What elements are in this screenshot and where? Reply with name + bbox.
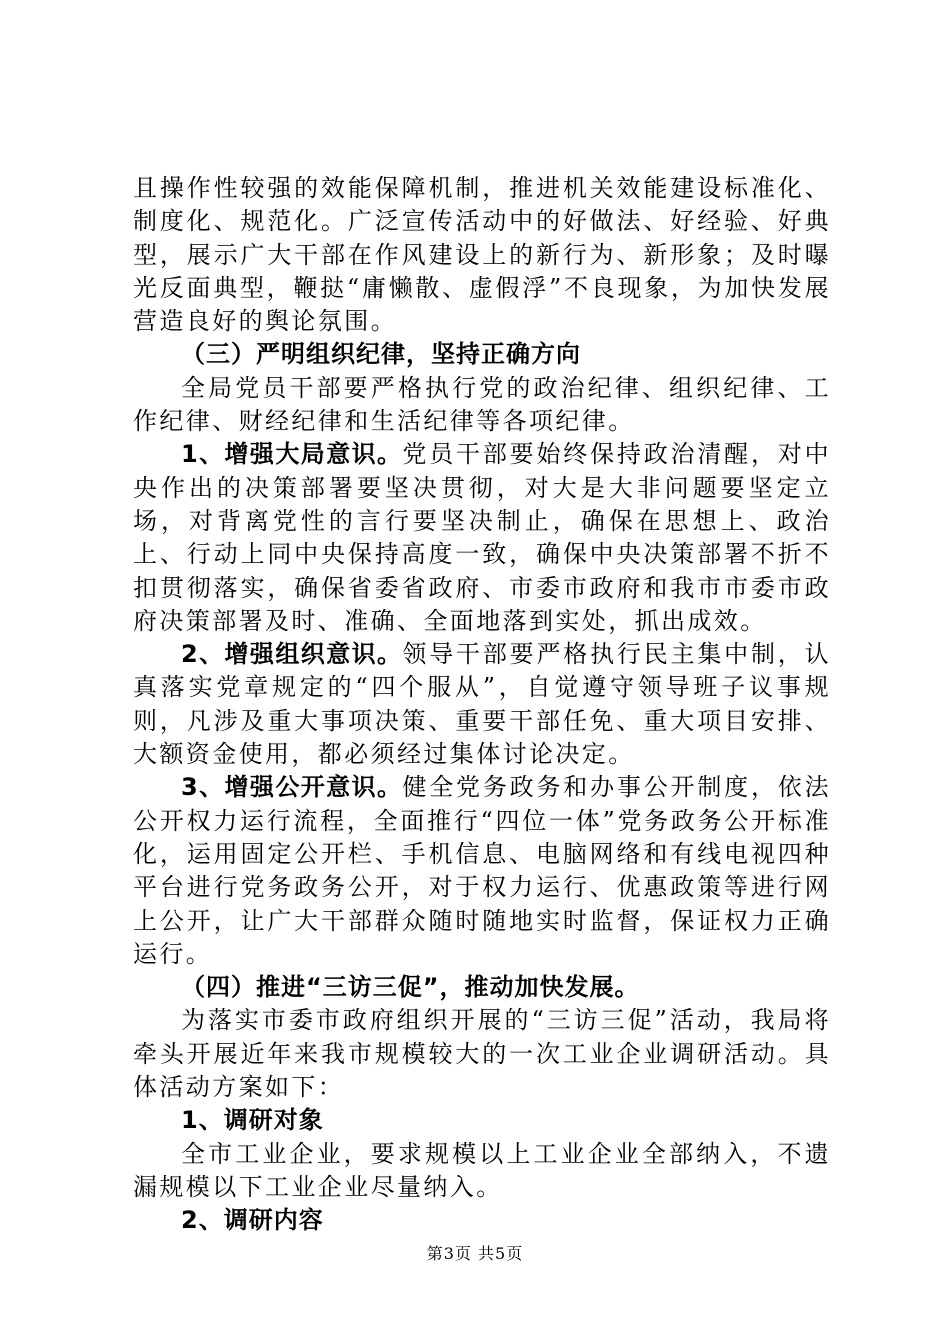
item-text: 领导干部要严格执行民主集中制，认真落实党章规定的“四个服从”，自觉遵守领导班子议事规则，凡涉及重大事项决策、重要干部任免、重大项目安排、大额资金使用，都必须经过集体讨论决定。 [133,640,832,769]
item-lead: 3、增强公开意识。 [181,773,403,802]
document-body [133,172,831,1238]
paragraph-efficiency-mechanism: 且操作性较强的效能保障机制，推进机关效能建设标准化、制度化、规范化。广泛宣传活动中的好做法、好经验、好典型，展示广大干部在作风建设上的新行为、新形象；及时曝光反面典型，鞭挞“庸懒散、虚假浮”不良现象，为加快发展营造良好的舆论氛围。 [133,174,831,336]
paragraph-survey-target: 全市工业企业，要求规模以上工业企业全部纳入，不遗漏规模以下工业企业尽量纳入。 [133,1139,831,1201]
item-lead: 2、增强组织意识。 [181,640,403,669]
item-organization-awareness [133,638,831,771]
item-text: 党员干部要始终保持政治清醒，对中央作出的决策部署要坚决贯彻，对大是大非问题要坚定立场，对背离党性的言行要坚决制止，确保在思想上、政治上、行动上同中央保持高度一致，确保中央决策部署不折不扣贯彻落实，确保省委省政府、市委市政府和我市市委市政府决策部署及时、准确、全面地落到实处，抓出成效。 [133,440,832,635]
item-lead: 1、增强大局意识。 [181,440,403,469]
page-number-footer: 第3页 共5页 [426,1244,524,1263]
subheading-survey-content: 2、调研内容 [181,1206,324,1235]
section-heading-4: （四）推进“三访三促”，推动加快发展。 [181,973,640,1002]
paragraph-discipline: 全局党员干部要严格执行党的政治纪律、组织纪律、工作纪律、财经纪律和生活纪律等各项纪律。 [133,373,831,436]
subheading-survey-target: 1、调研对象 [181,1106,324,1135]
item-overall-awareness [133,438,831,638]
item-text: 健全党务政务和办事公开制度，依法公开权力运行流程，全面推行“四位一体”党务政务公开标准化，运用固定公开栏、手机信息、电脑网络和有线电视四种平台进行党务政务公开，对于权力运行、优惠政策等进行网上公开，让广大干部群众随时随地实时监督，保证权力正确运行。 [133,773,832,968]
paragraph-survey-plan: 为落实市委市政府组织开展的“三访三促”活动，我局将牵头开展近年来我市规模较大的一次工业企业调研活动。具体活动方案如下： [133,1006,831,1102]
item-openness-awareness [133,771,831,971]
section-heading-3: （三）严明组织纪律，坚持正确方向 [181,340,581,369]
